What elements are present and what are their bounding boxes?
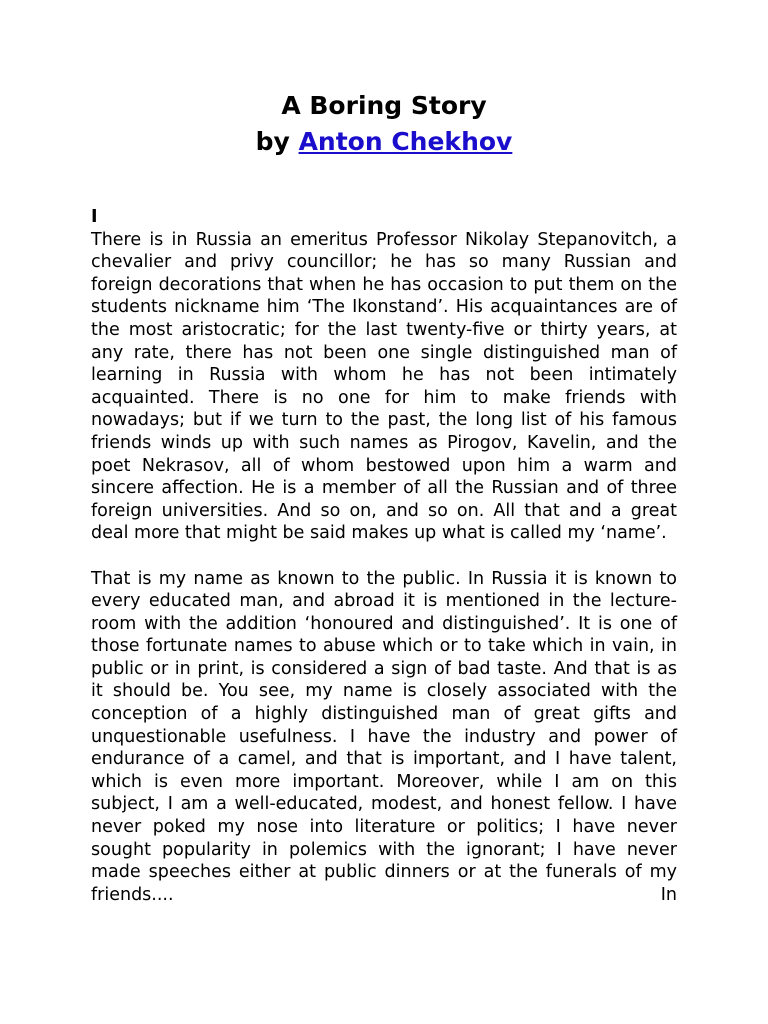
author-link[interactable]: Anton Chekhov <box>298 127 513 156</box>
chapter-heading: I <box>91 207 98 227</box>
document-title-block <box>0 88 768 160</box>
document-body <box>91 206 677 906</box>
document-title: A Boring Story <box>281 91 487 120</box>
byline <box>0 124 768 160</box>
paragraph: There is in Russia an emeritus Professor Nikolay Stepanovitch, a chevalier and privy councillor; he has so many Russian and foreign decorations that when he has occasion to put them on the students nickname him ‘The Ikonstand’. His acquaintances are of the most aristocratic; for the last twenty-five or thirty years, at any rate, there has not been one single distinguished man of learning in Russia with whom he has not been intimately acquainted. There is no one for him to make friends with nowadays; but if we turn to the past, the long list of his famous friends winds up with such names as Pirogov, Kavelin, and the poet Nekrasov, all of whom bestowed upon him a warm and sincere affection. He is a member of all the Russian and of three foreign universities. And so on, and so on. All that and a great deal more that might be said makes up what is called my ‘name’. <box>91 229 677 544</box>
paragraph: That is my name as known to the public. In Russia it is known to every educated man, and abroad it is mentioned in the lecture-room with the addition ‘honoured and distinguished’. It is one of those fortunate names to abuse which or to take which in vain, in public or in print, is considered a sign of bad taste. And that is as it should be. You see, my name is closely associated with the conception of a highly distinguished man of great gifts and unquestionable usefulness. I have the industry and power of endurance of a camel, and that is important, and I have talent, which is even more important. Moreover, while I am on this subject, I am a well-educated, modest, and honest fellow. I have never poked my nose into literature or politics; I have never sought popularity in polemics with the ignorant; I have never made speeches either at public dinners or at the funerals of my friends.... In <box>91 568 677 905</box>
by-label: by <box>255 127 290 156</box>
